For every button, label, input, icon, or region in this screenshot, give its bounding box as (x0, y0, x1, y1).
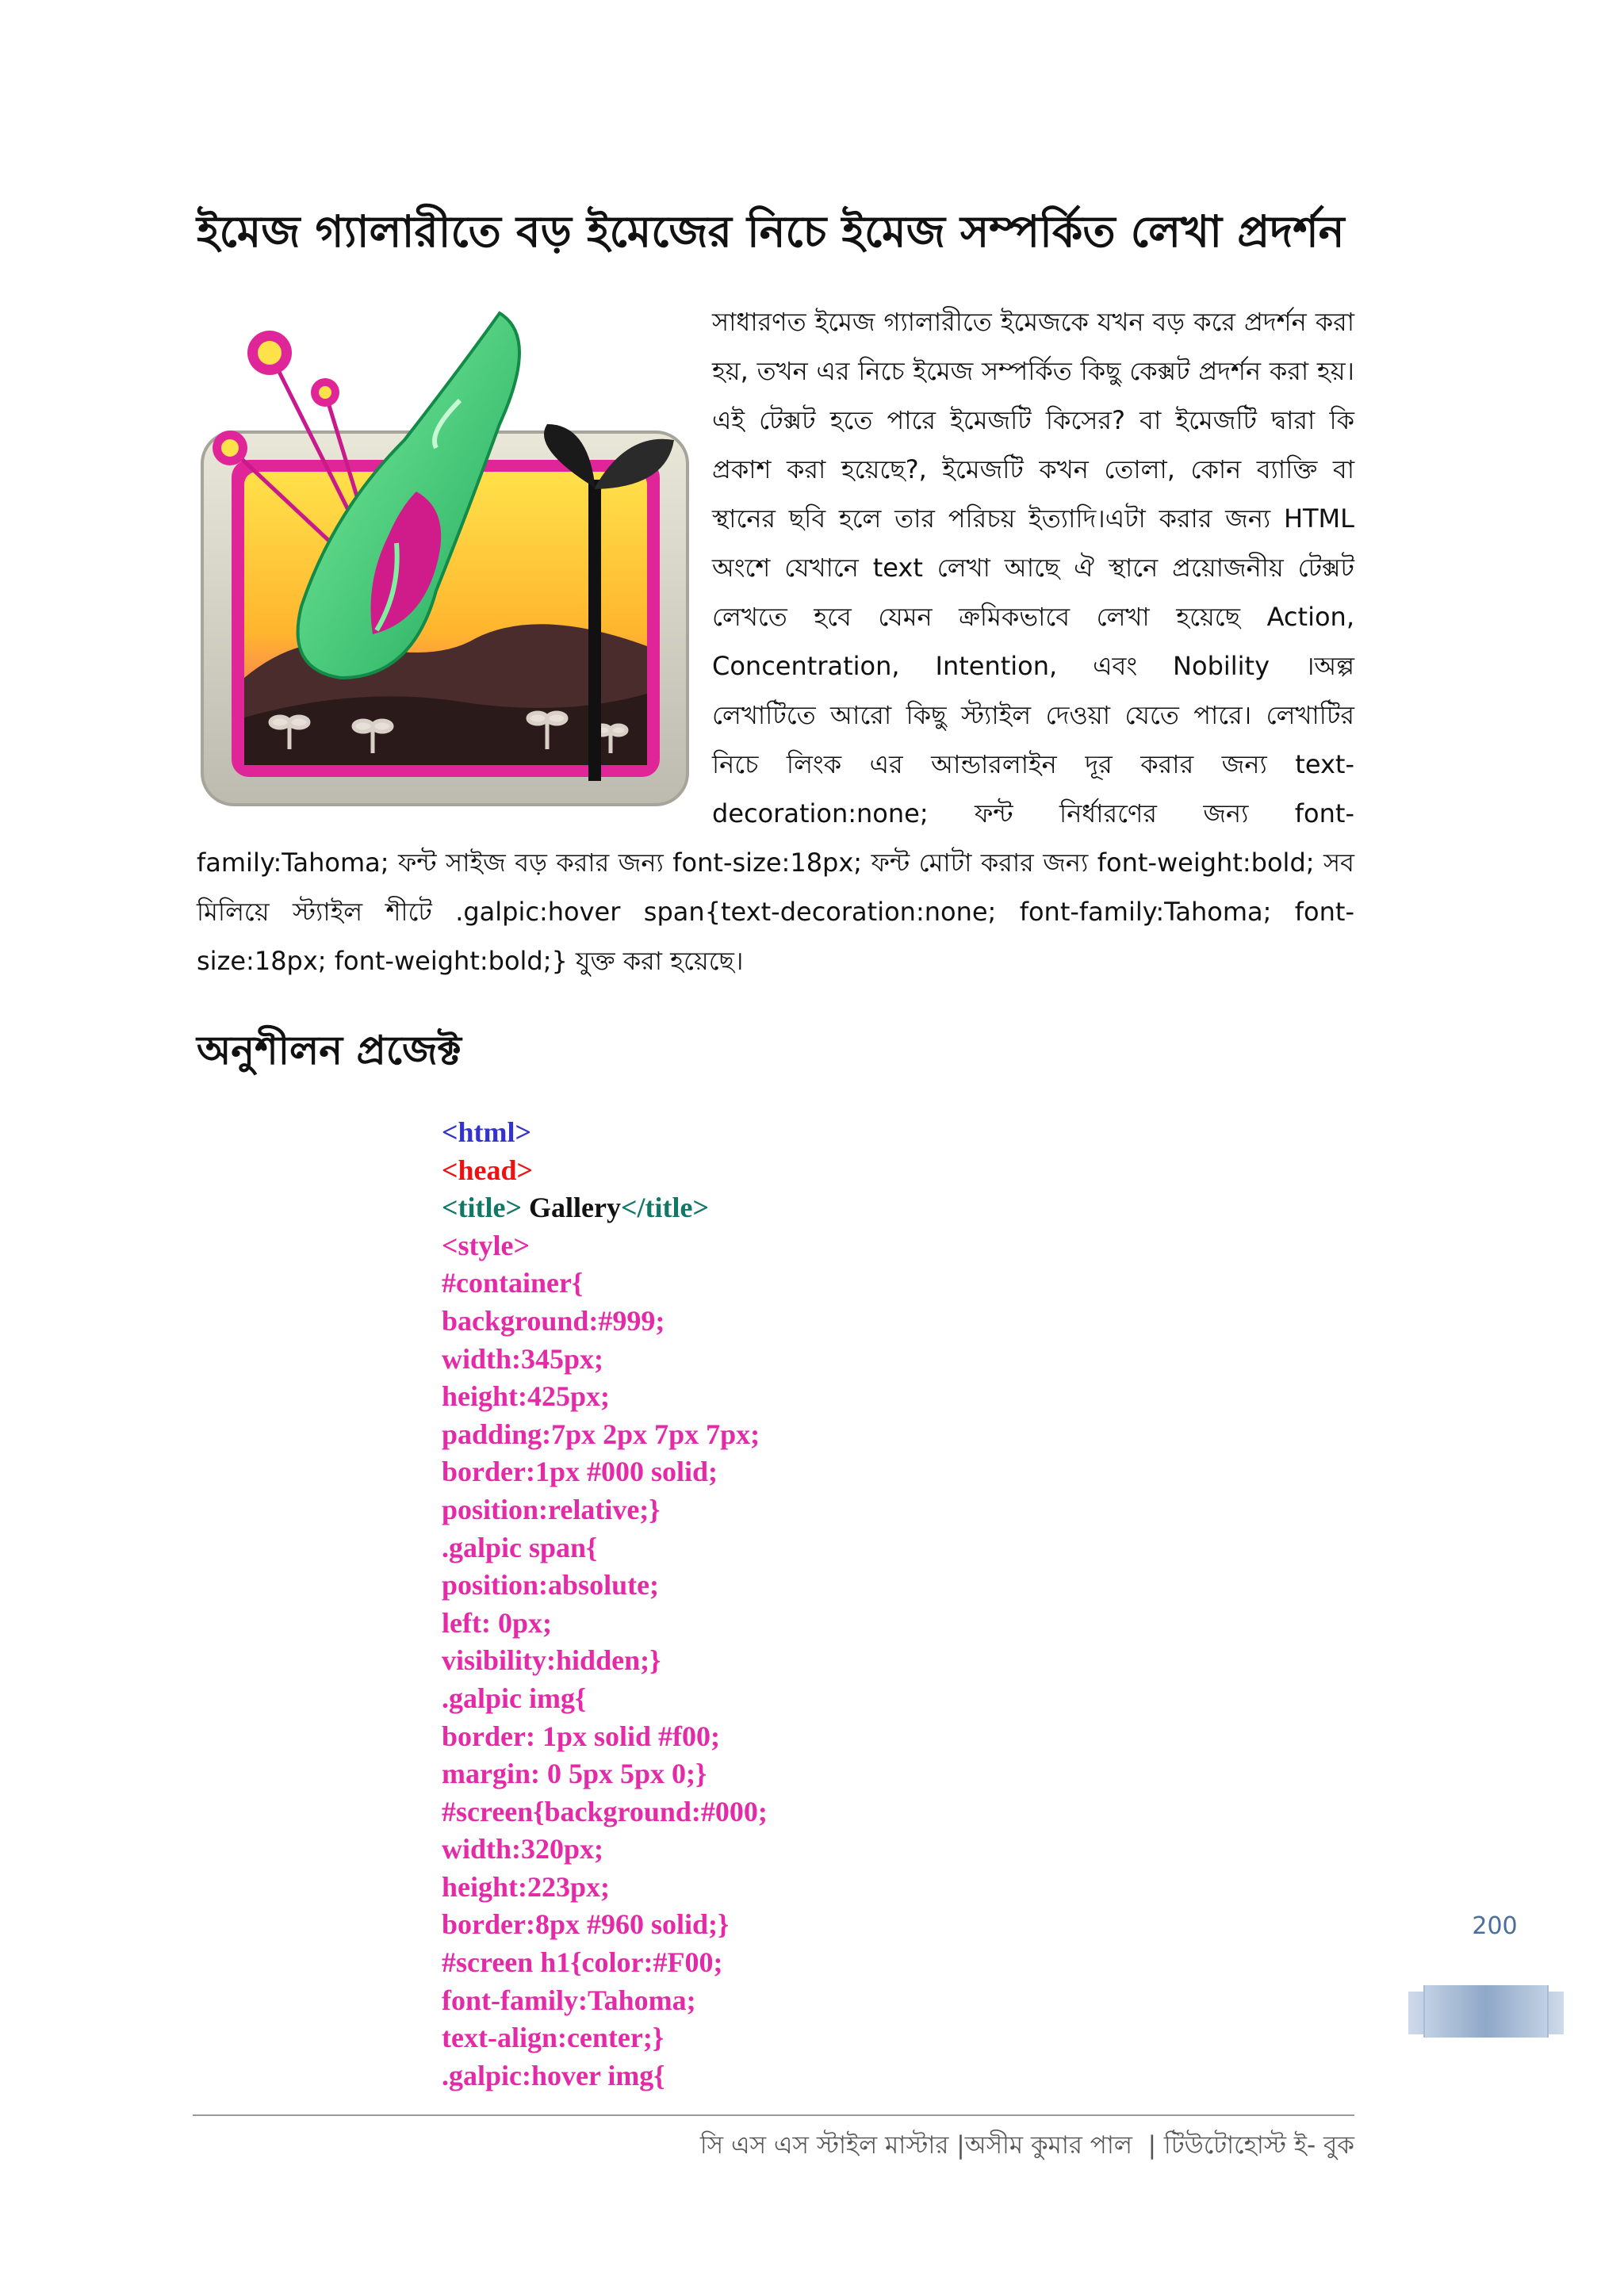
code-token: #screen h1{color:#F00; (442, 1946, 723, 1979)
code-line (442, 1152, 768, 1190)
code-line (442, 2019, 768, 2057)
code-token: position:absolute; (442, 1569, 660, 1601)
code-line (442, 1982, 768, 2020)
code-line (442, 1453, 768, 1491)
code-line (442, 1114, 768, 1152)
code-token: height:223px; (442, 1870, 611, 1903)
code-listing (442, 1114, 768, 2095)
body-paragraph (197, 297, 1354, 985)
code-token: text-align:center;} (442, 2022, 665, 2054)
page-number: 200 (1472, 1912, 1518, 1940)
code-line (442, 1831, 768, 1869)
page-heading: ইমেজ গ্যালারীতে বড় ইমেজের নিচে ইমেজ সম্পর্কিত লেখা প্রদর্শন (197, 206, 1345, 257)
code-token: font-family:Tahoma; (442, 1984, 696, 2016)
code-token: .galpic span{ (442, 1531, 598, 1563)
code-token: visibility:hidden;} (442, 1644, 661, 1677)
footer-divider (193, 2114, 1354, 2116)
code-token: width:320px; (442, 1833, 604, 1866)
code-token: <head> (442, 1154, 534, 1186)
code-token: margin: 0 5px 5px 0;} (442, 1758, 707, 1790)
code-line (442, 1680, 768, 1718)
code-token: #container{ (442, 1267, 584, 1299)
code-token: background:#999; (442, 1304, 665, 1337)
footer-text: সি এস এস স্টাইল মাস্টার |অসীম কুমার পাল | টিউটোহোস্ট ই- বুক (699, 2131, 1354, 2160)
body-paragraph-text: সাধারণত ইমেজ গ্যালারীতে ইমেজকে যখন বড় করে প্রদর্শন করা হয়, তখন এর নিচে ইমেজ সম্পর্কিত কিছু কেক্সট প্রদর্শন করা হয়। এই টেক্সট হতে পারে ইমেজটি কিসের? বা ইমেজটি দ্বারা কি প্রকাশ করা হয়েছে?, ইমেজটি কখন তোলা, কোন ব্যাক্তি বা স্থানের ছবি হলে তার পরিচয় ইত্যাদি।এটা করার জন্য HTML অংশে যেখানে text লেখা আছে ঐ স্থানে প্রয়োজনীয় টেক্সট লেখতে হবে যেমন ক্রমিকভাবে লেখা হয়েছে Action, Concentration, Intention, এবং Nobility ।অল্প লেখাটিতে আরো কিছু স্ট্যাইল দেওয়া যেতে পারে। লেখাটির নিচে লিংক এর আন্ডারলাইন দূর করার জন্য text-decoration:none; ফন্ট নির্ধারণের জন্য font-family:Tahoma; ফন্ট সাইজ বড় করার জন্য font-size:18px; ফন্ট মোটা করার জন্য font-weight:bold; সব মিলিয়ে স্ট্যাইল শীটে .galpic:hover span{text-decoration:none; font-family:Tahoma; font-size:18px; font-weight:bold;} যুক্ত করা হয়েছে। (197, 307, 1354, 976)
code-line (442, 1755, 768, 1793)
code-line (442, 1793, 768, 1831)
code-token: <html> (442, 1116, 532, 1148)
code-line (442, 1265, 768, 1303)
code-token: border: 1px solid #f00; (442, 1720, 720, 1752)
code-line (442, 1944, 768, 1982)
code-line (442, 1341, 768, 1379)
code-token: <style> (442, 1229, 530, 1261)
code-token: </title> (620, 1192, 709, 1224)
code-token: left: 0px; (442, 1606, 552, 1639)
code-line (442, 1378, 768, 1416)
code-token: width:345px; (442, 1342, 604, 1375)
code-token: border:8px #960 solid;} (442, 1908, 730, 1941)
code-token: #screen{background:#000; (442, 1795, 768, 1827)
code-line (442, 1227, 768, 1265)
code-token: <title> (442, 1192, 522, 1224)
code-line (442, 1906, 768, 1944)
code-token: .galpic img{ (442, 1682, 587, 1714)
figure-spacer (197, 297, 712, 821)
section-heading: অনুশীলন প্রজেক্ট (197, 1027, 462, 1073)
code-line (442, 1491, 768, 1529)
code-line (442, 1567, 768, 1605)
code-token: Gallery (522, 1192, 621, 1224)
code-line (442, 1529, 768, 1567)
code-line (442, 1416, 768, 1454)
code-line (442, 1642, 768, 1680)
code-line (442, 1189, 768, 1227)
ribbon-banner-icon (1408, 1982, 1564, 2041)
code-token: border:1px #000 solid; (442, 1456, 718, 1488)
code-token: position:relative;} (442, 1493, 661, 1525)
code-token: padding:7px 2px 7px 7px; (442, 1418, 760, 1450)
code-line (442, 1718, 768, 1756)
code-line (442, 1869, 768, 1907)
code-line (442, 2057, 768, 2095)
code-token: height:425px; (442, 1380, 611, 1413)
code-line (442, 1605, 768, 1643)
code-line (442, 1303, 768, 1341)
code-token: .galpic:hover img{ (442, 2059, 665, 2091)
